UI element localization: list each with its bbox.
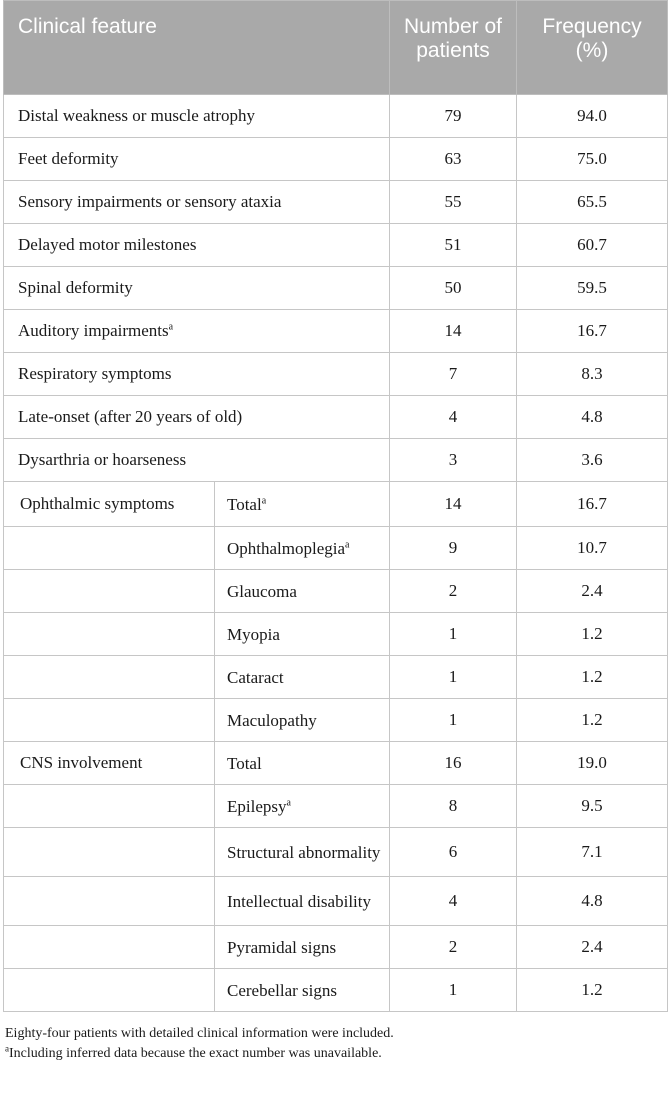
number-cell: 2 — [390, 926, 517, 969]
number-cell: 4 — [390, 396, 517, 439]
feature-cell — [4, 267, 390, 310]
empty-cell — [4, 570, 215, 613]
footnote-general: Eighty-four patients with detailed clinical information were included. — [5, 1026, 394, 1041]
empty-cell — [4, 926, 215, 969]
number-cell: 3 — [390, 439, 517, 482]
feature-label: Auditory impairments — [18, 321, 169, 340]
table-row — [4, 656, 668, 699]
table-row — [4, 527, 668, 570]
empty-cell — [4, 785, 215, 828]
footnote-mark: a — [5, 1043, 9, 1054]
empty-cell — [4, 969, 215, 1012]
footnote-mark: a — [286, 796, 291, 808]
footnote-a-text: Including inferred data because the exact number was unavailable. — [9, 1046, 382, 1061]
table-footnotes — [3, 1024, 667, 1064]
footnote-mark: a — [168, 321, 174, 333]
subfeature-label: Intellectual disability — [227, 891, 371, 911]
subfeature-label: Pyramidal signs — [227, 937, 337, 957]
number-cell: 1 — [390, 969, 517, 1012]
table-row — [4, 613, 668, 656]
number-cell: 6 — [390, 828, 517, 877]
feature-cell — [4, 310, 390, 353]
table-row — [4, 396, 668, 439]
table-row — [4, 138, 668, 181]
feature-cell — [4, 181, 390, 224]
number-cell: 55 — [390, 181, 517, 224]
feature-label: Late-onset (after 20 years of old) — [18, 407, 243, 426]
frequency-cell: 2.4 — [517, 926, 668, 969]
footnote-a — [5, 1044, 667, 1064]
empty-cell — [4, 656, 215, 699]
subfeature-label: Total — [227, 494, 262, 514]
frequency-cell: 94.0 — [517, 95, 668, 138]
feature-cell — [4, 95, 390, 138]
number-cell: 4 — [390, 877, 517, 926]
subfeature-cell — [215, 699, 390, 742]
feature-label: Delayed motor milestones — [18, 235, 197, 254]
frequency-cell: 65.5 — [517, 181, 668, 224]
feature-cell — [4, 439, 390, 482]
table-row — [4, 785, 668, 828]
frequency-cell: 4.8 — [517, 396, 668, 439]
frequency-cell: 1.2 — [517, 656, 668, 699]
subfeature-cell — [215, 527, 390, 570]
frequency-cell: 1.2 — [517, 969, 668, 1012]
frequency-cell: 2.4 — [517, 570, 668, 613]
number-cell: 1 — [390, 656, 517, 699]
frequency-cell: 7.1 — [517, 828, 668, 877]
feature-cell — [4, 396, 390, 439]
subfeature-label: Glaucoma — [227, 581, 297, 601]
empty-cell — [4, 527, 215, 570]
number-cell: 14 — [390, 482, 517, 527]
number-cell: 14 — [390, 310, 517, 353]
feature-cell — [4, 138, 390, 181]
header-clinical-feature: Clinical feature — [4, 1, 390, 95]
number-cell: 1 — [390, 613, 517, 656]
empty-cell — [4, 613, 215, 656]
header-number-of-patients: Number of patients — [390, 1, 517, 95]
subfeature-cell — [215, 742, 390, 785]
subfeature-cell — [215, 877, 390, 926]
frequency-cell: 75.0 — [517, 138, 668, 181]
empty-cell — [4, 828, 215, 877]
frequency-cell: 4.8 — [517, 877, 668, 926]
table-row — [4, 926, 668, 969]
feature-label: Distal weakness or muscle atrophy — [18, 106, 255, 125]
subfeature-label: Ophthalmoplegia — [227, 538, 346, 558]
feature-label: Feet deformity — [18, 149, 119, 168]
subfeature-cell — [215, 828, 390, 877]
feature-label: Dysarthria or hoarseness — [18, 450, 187, 469]
feature-cell — [4, 224, 390, 267]
subfeature-label: Epilepsy — [227, 796, 287, 816]
table-row — [4, 224, 668, 267]
subfeature-cell — [215, 969, 390, 1012]
table-row — [4, 439, 668, 482]
number-cell: 7 — [390, 353, 517, 396]
subfeature-label: Cataract — [227, 667, 284, 687]
table-row — [4, 699, 668, 742]
frequency-cell: 1.2 — [517, 613, 668, 656]
header-frequency: Frequency (%) — [517, 1, 668, 95]
group-label-ophthalmic: Ophthalmic symptoms — [4, 482, 215, 527]
subfeature-label: Total — [227, 753, 262, 773]
feature-cell — [4, 353, 390, 396]
table-row — [4, 482, 668, 527]
number-cell: 2 — [390, 570, 517, 613]
header-row — [4, 1, 668, 95]
table-row — [4, 310, 668, 353]
table-row — [4, 267, 668, 310]
frequency-cell: 3.6 — [517, 439, 668, 482]
number-cell: 50 — [390, 267, 517, 310]
number-cell: 1 — [390, 699, 517, 742]
frequency-cell: 19.0 — [517, 742, 668, 785]
frequency-cell: 16.7 — [517, 482, 668, 527]
subfeature-cell — [215, 926, 390, 969]
empty-cell — [4, 699, 215, 742]
frequency-cell: 8.3 — [517, 353, 668, 396]
footnote-mark: a — [345, 538, 350, 550]
table-row — [4, 570, 668, 613]
subfeature-label: Structural abnormality — [227, 842, 381, 862]
subfeature-label: Cerebellar signs — [227, 980, 337, 1000]
table-row — [4, 353, 668, 396]
group-label-cns: CNS involvement — [4, 742, 215, 785]
frequency-cell: 9.5 — [517, 785, 668, 828]
table-row — [4, 877, 668, 926]
footnote-mark: a — [261, 494, 267, 506]
table-row — [4, 181, 668, 224]
empty-cell — [4, 877, 215, 926]
table-row — [4, 828, 668, 877]
number-cell: 63 — [390, 138, 517, 181]
table-row — [4, 969, 668, 1012]
frequency-cell: 10.7 — [517, 527, 668, 570]
subfeature-cell — [215, 482, 390, 527]
number-cell: 8 — [390, 785, 517, 828]
subfeature-cell — [215, 613, 390, 656]
subfeature-cell — [215, 656, 390, 699]
table-container — [3, 0, 667, 1064]
number-cell: 9 — [390, 527, 517, 570]
frequency-cell: 60.7 — [517, 224, 668, 267]
table-row — [4, 742, 668, 785]
frequency-cell: 59.5 — [517, 267, 668, 310]
feature-label: Sensory impairments or sensory ataxia — [18, 192, 282, 211]
number-cell: 51 — [390, 224, 517, 267]
number-cell: 16 — [390, 742, 517, 785]
table-row — [4, 95, 668, 138]
frequency-cell: 16.7 — [517, 310, 668, 353]
subfeature-cell — [215, 785, 390, 828]
subfeature-cell — [215, 570, 390, 613]
number-cell: 79 — [390, 95, 517, 138]
subfeature-label: Myopia — [227, 624, 280, 644]
feature-label: Spinal deformity — [18, 278, 133, 297]
clinical-features-table — [3, 0, 668, 1012]
subfeature-label: Maculopathy — [227, 710, 317, 730]
feature-label: Respiratory symptoms — [18, 364, 172, 383]
frequency-cell: 1.2 — [517, 699, 668, 742]
